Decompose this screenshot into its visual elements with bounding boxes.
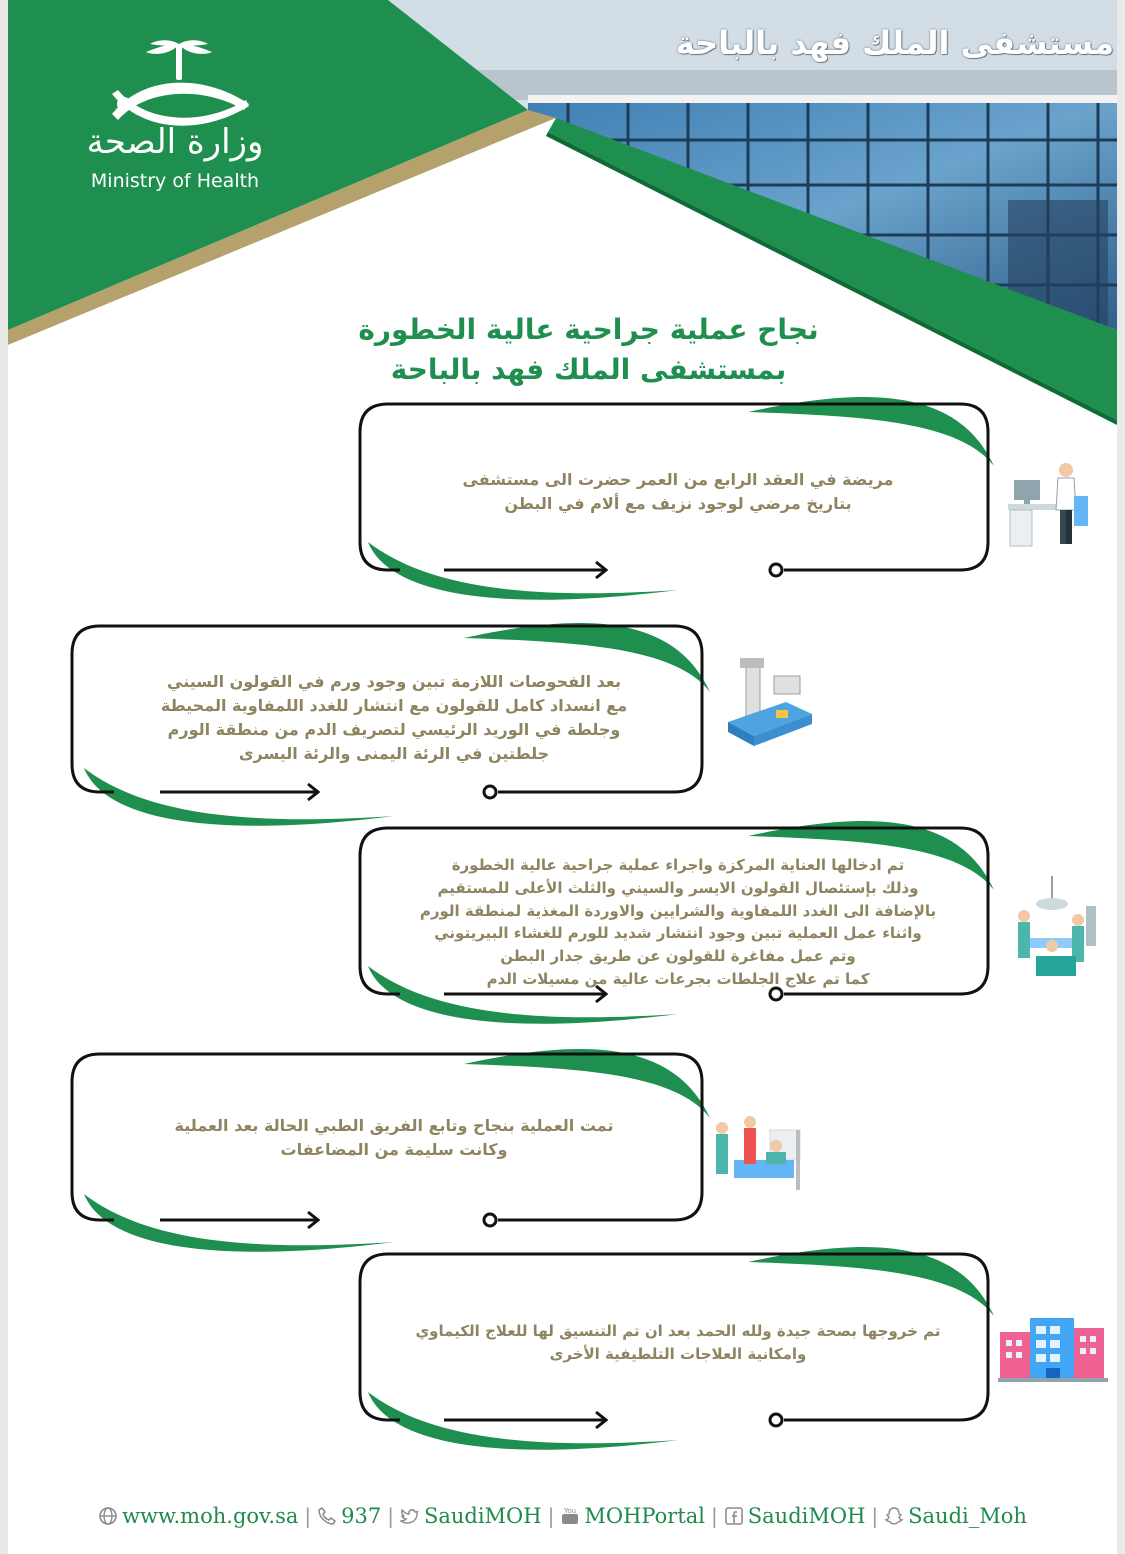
step-text: تم خروجها بصحة جيدة ولله الحمد بعد ان تم التنسيق لها للعلاج الكيماوي وامكانية العلاجات التلطيفية الأخرى	[415, 1322, 941, 1363]
poster-title-line-1: نجاح عملية جراحية عالية الخطورة	[358, 313, 819, 346]
step-card-5	[348, 1242, 1008, 1472]
medical-team-patient-icon	[710, 1110, 810, 1198]
surgical-team-icon	[1006, 876, 1100, 986]
website-link[interactable]: www.moh.gov.sa	[98, 1504, 298, 1528]
step-text: تمت العملية بنجاح وتابع الفريق الطبي الحالة بعد العملية وكانت سليمة من المضاعفات	[174, 1116, 614, 1159]
moh-logo-english: Ministry of Health	[90, 170, 260, 192]
separator: |	[871, 1504, 879, 1528]
step-card-3	[348, 816, 1008, 1046]
step-card-2	[64, 618, 724, 848]
separator: |	[711, 1504, 718, 1528]
svg-text:You: You	[564, 1507, 577, 1515]
phone-icon	[317, 1506, 337, 1526]
hospital-building-icon	[998, 1312, 1108, 1382]
poster-title-line-2: بمستشفى الملك فهد بالباحة	[390, 353, 787, 386]
step-text: تم ادخالها العناية المركزة واجراء عملية جراحية عالية الخطورة وذلك بإستئصال القولون الايسر والسيني والثلث الأعلى للمستقيم بالإضافة الى الغدد اللمفاوية والشرايين والاوردة المغذية لمنطقة الورم واثناء عمل العملية تبين وجود انتشار شديد للورم للغشاء البيريتوني وتم عمل مفاغرة للقولون عن طريق جدار البطن كما تم علاج الجلطات بجرعات عالية من مسيلات الدم	[419, 856, 937, 988]
snapchat-icon	[884, 1506, 904, 1526]
step-card-4	[64, 1044, 724, 1274]
separator: |	[547, 1504, 555, 1528]
contact-footer	[8, 1496, 1117, 1536]
moh-logo-arabic: وزارة الصحة	[86, 122, 264, 162]
facebook-icon	[724, 1506, 744, 1526]
doctor-at-desk-icon	[1004, 460, 1092, 550]
phone-link[interactable]: 937	[317, 1504, 381, 1528]
facebook-link[interactable]: SaudiMOH	[724, 1504, 866, 1528]
step-text: مريضة في العقد الرابع من العمر حضرت الى مستشفى بتاريخ مرضي لوجود نزيف مع ألام في البطن	[462, 470, 894, 513]
hospital-sign-text: مستشفى الملك فهد بالباحة	[675, 24, 1114, 62]
step-card-1	[348, 392, 1008, 622]
youtube-icon	[560, 1506, 580, 1526]
globe-icon	[98, 1506, 118, 1526]
separator: |	[387, 1504, 394, 1528]
infographic-poster	[8, 0, 1117, 1554]
twitter-link[interactable]: SaudiMOH	[400, 1504, 542, 1528]
twitter-icon	[400, 1506, 420, 1526]
x-ray-machine-icon	[722, 656, 818, 758]
step-text: بعد الفحوصات اللازمة تبين وجود ورم في القولون السيني مع انسداد كامل للقولون مع انتشار للغدد اللمفاوية المحيطة وجلطة في الوريد الرئيسي لتصريف الدم من منطقة الورم جلطتين في الرئة اليمنى والرئة اليسرى	[160, 672, 628, 763]
snapchat-link[interactable]: Saudi_Moh	[884, 1504, 1027, 1528]
separator: |	[304, 1504, 312, 1528]
youtube-link[interactable]: You MOHPortal	[560, 1504, 705, 1528]
